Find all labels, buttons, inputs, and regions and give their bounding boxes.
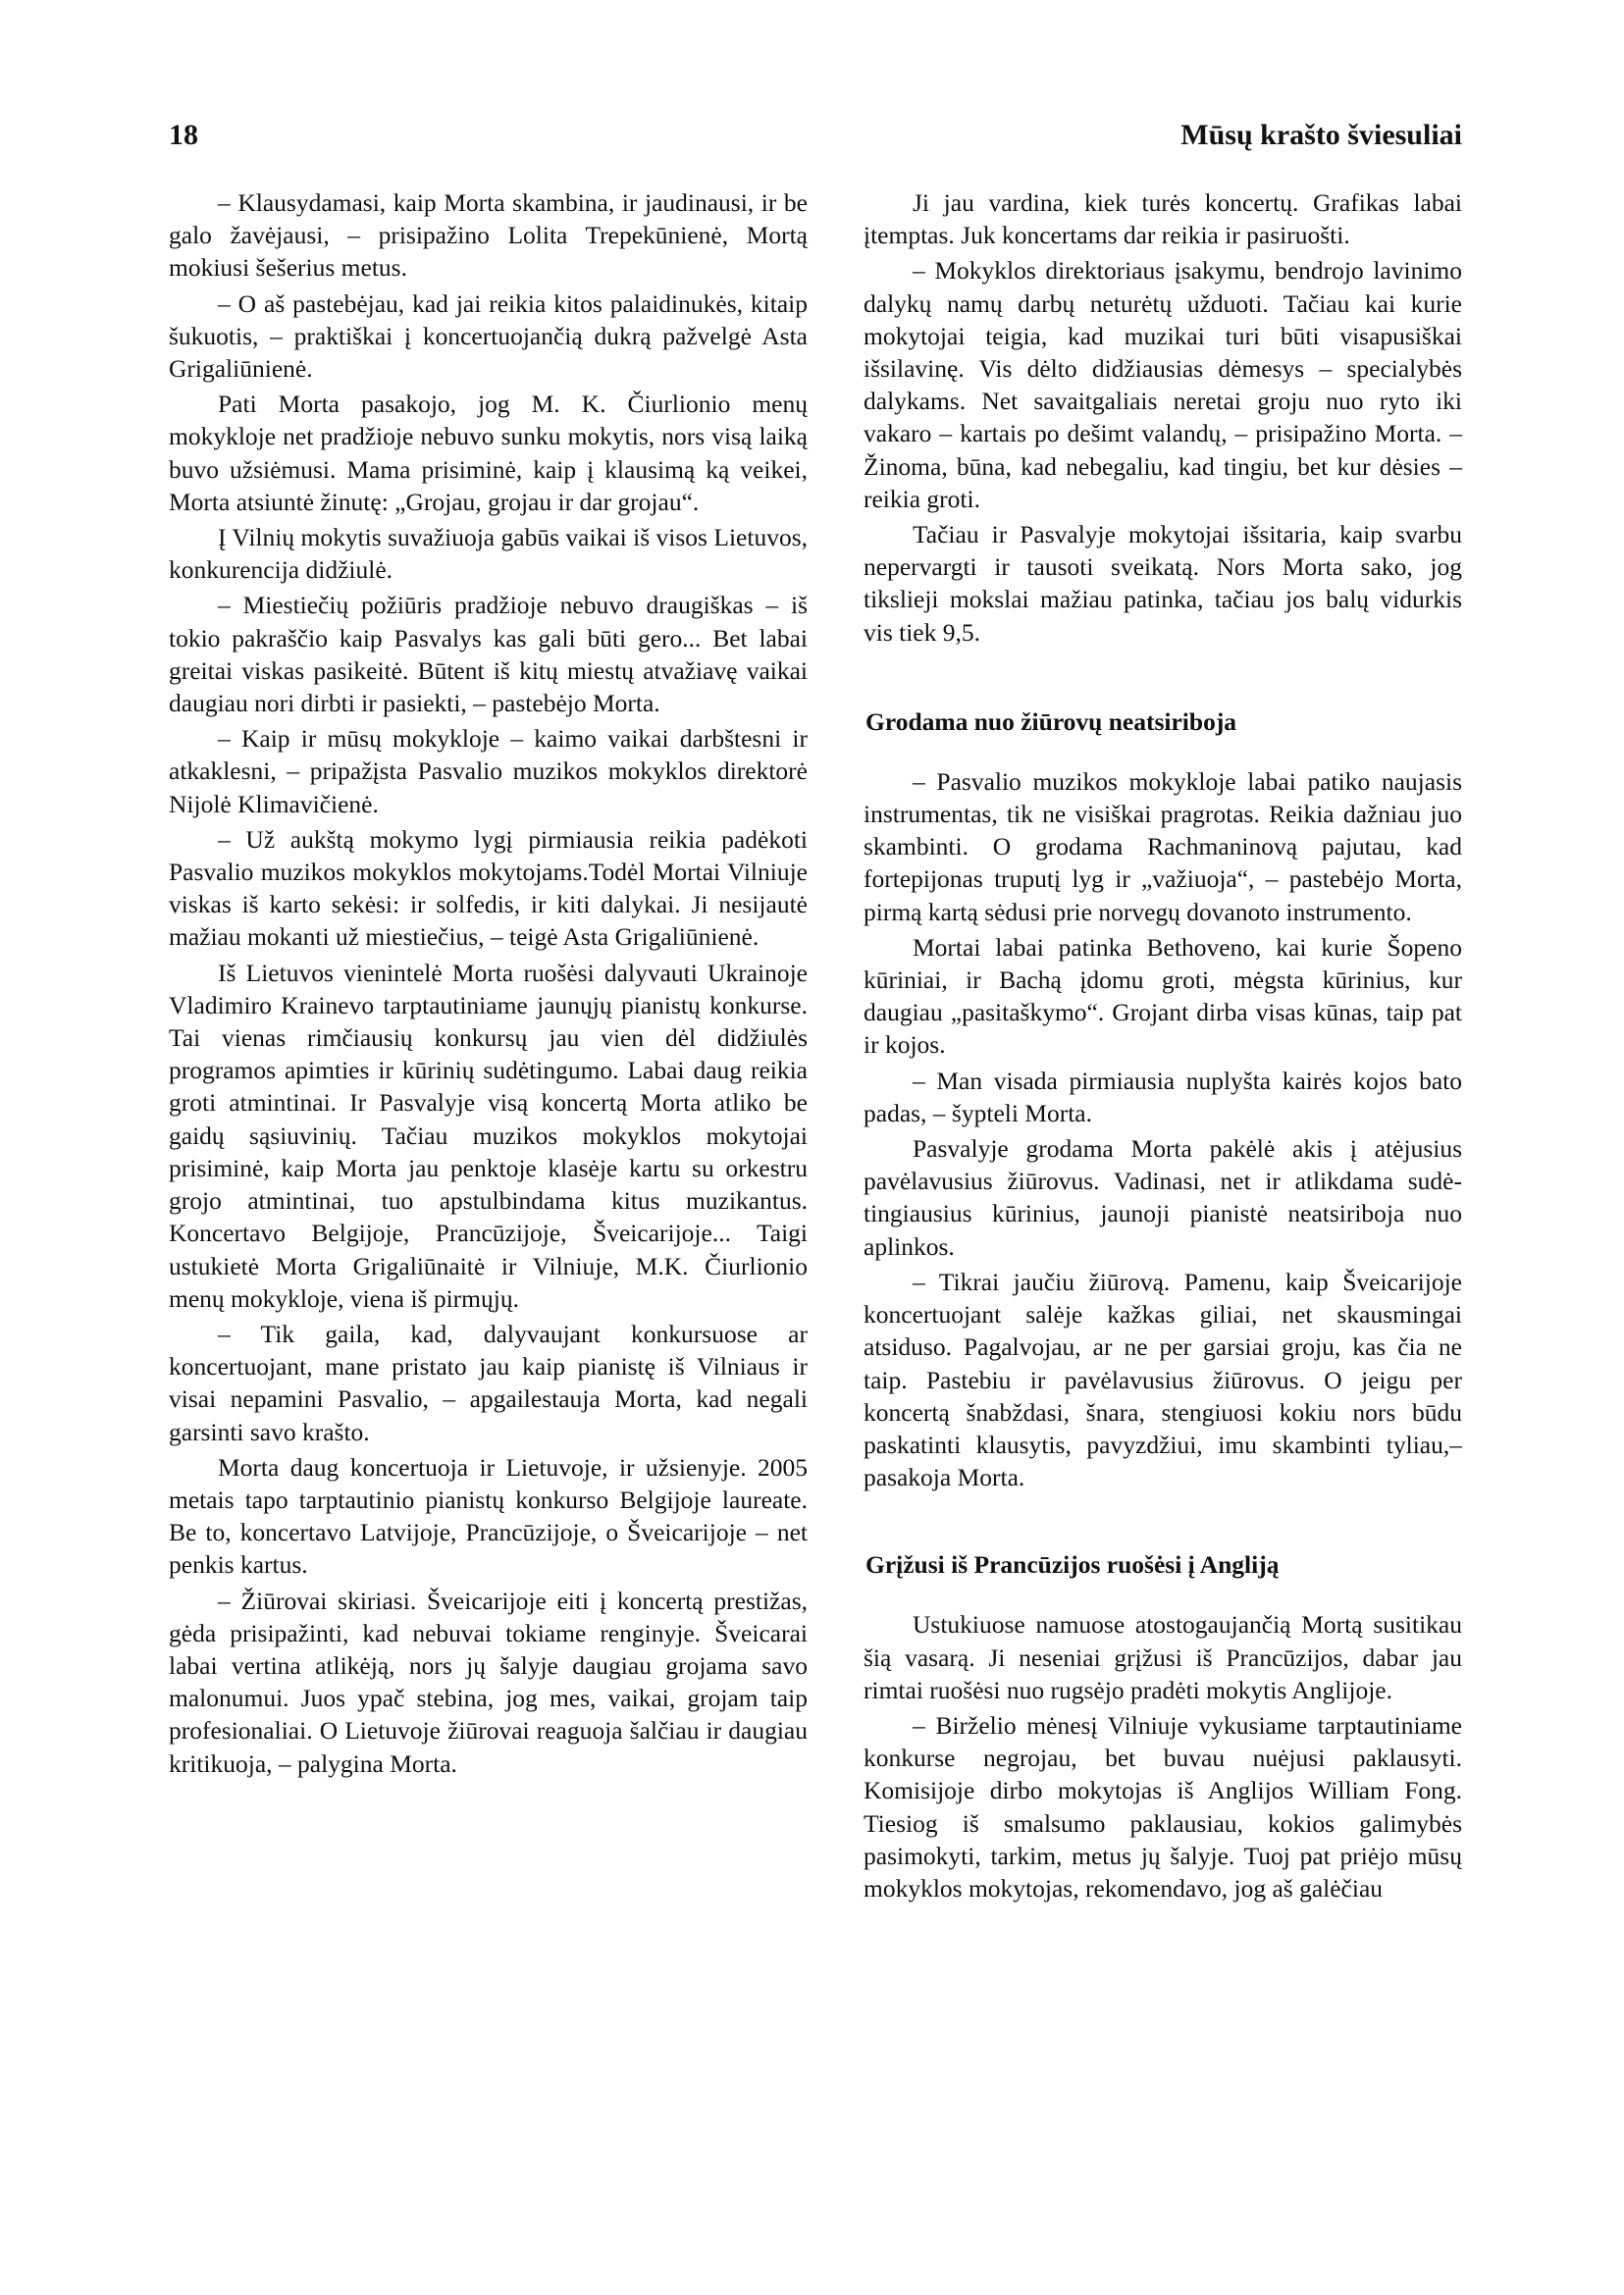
paragraph: – Man visada pirmiausia nuplyšta kairės kojos bato padas, – šypteli Morta.: [864, 1066, 1462, 1127]
page-number: 18: [169, 119, 198, 151]
paragraph: – Klausydamasi, kaip Morta skambina, ir jaudinausi, ir be galo žavėjausi, – prisipažino Lolita Trepekūnienė, Mortą mokiusi šešerius metus.: [169, 188, 808, 283]
paragraph: Pasvalyje grodama Morta pakėlė akis į atėjusius pavėlavusius žiūrovus. Vadinasi, net ir atlikdama sudėtingiausius kūrinius, jaunoji pianistė neatsiriboja nuo aplinkos.: [864, 1134, 1462, 1261]
paragraph: – Tik gaila, kad, dalyvaujant konkursuose ar koncertuojant, mane pristato jau kaip pianistę iš Vilniaus ir visai nepamini Pasvalio, – apgailestauja Morta, kad negali garsinti savo krašto.: [169, 1319, 808, 1446]
section-grizusi: [864, 1548, 1462, 1904]
running-title: Mūsų krašto šviesuliai: [1180, 119, 1462, 151]
paragraph: – Miestiečių požiūris pradžioje nebuvo draugiškas – iš tokio pakraščio kaip Pasvalys kas gali būti gero... Bet labai greitai viskas pasikeitė. Būtent iš kitų miestų atvažiavę vaikai daugiau nori dirbti ir pasiekti, – pastebėjo Morta.: [169, 591, 808, 718]
paragraph: Tačiau ir Pasvalyje mokytojai išsitaria, kaip svarbu nepervargti ir tausoti sveikatą. Nors Morta sako, jog tikslieji mokslai mažiau patinka, tačiau jos balų vidurkis vis tiek 9,5.: [864, 520, 1462, 647]
paragraph: Ji jau vardina, kiek turės koncertų. Grafikas labai įtemptas. Juk koncertams dar reikia ir pasiruošti.: [864, 188, 1462, 250]
paragraph: – Kaip ir mūsų mokykloje – kaimo vaikai darbštesni ir atkaklesni, – pripažįsta Pasvalio muzikos mokyklos direktorė Nijolė Klimavičienė.: [169, 724, 808, 818]
paragraph: Mortai labai patinka Bethoveno, kai kurie Šopeno kūriniai, ir Bachą įdomu groti, mėgsta kūrinius, kur daugiau „pasitaškymo“. Grojant dirba visas kūnas, taip pat ir kojos.: [864, 932, 1462, 1060]
paragraph: – Žiūrovai skiriasi. Šveicarijoje eiti į koncertą prestižas, gėda prisipažinti, kad nebuvai tokiame renginyje. Šveicarai labai vertina atlikėją, nors jų šalyje daugiau grojama savo malonumui. Juos ypač stebina, jog mes, vaikai, grojam taip profesionaliai. O Lietuvoje žiūrovai reaguoja šalčiau ir daugiau kritikuoja, – palygina Morta.: [169, 1586, 808, 1778]
paragraph: – Mokyklos direktoriaus įsakymu, bendrojo lavinimo dalykų namų darbų neturėtų užduoti. Tačiau kai kurie mokytojai teigia, kad muzikai turi būti visapusiškai išsilavinę. Vis dėlto didžiausias dėmesys – specialybės dalykams. Net savaitgaliais neretai groju nuo ryto iki vakaro – kartais po dešimt valandų, – prisipažino Morta. – Žinoma, būna, kad nebegaliu, kad tingiu, bet kur dėsies – reikia groti.: [864, 256, 1462, 513]
section-grodama: [864, 705, 1462, 1493]
left-column: [169, 186, 808, 1783]
paragraph: Pati Morta pasakojo, jog M. K. Čiurlionio menų mokykloje net pradžioje nebuvo sunku mokytis, nors visą laiką buvo užsiėmusi. Mama prisiminė, kaip į klausimą ką veikei, Morta atsiuntė žinutę: „Grojau, grojau ir dar grojau“.: [169, 390, 808, 516]
running-header: [169, 116, 1462, 155]
right-column: [864, 186, 1462, 1907]
paragraph: Ustukiuose namuose atostogaujančią Mortą susitikau šią vasarą. Ji neseniai grįžusi iš Prancūzijos, dabar jau rimtai ruošėsi nuo rugsėjo pradėti mokytis Anglijoje.: [864, 1610, 1462, 1704]
paragraph: Morta daug koncertuoja ir Lietuvoje, ir užsienyje. 2005 metais tapo tarptautinio pianistų konkurso Belgijoje laureate. Be to, koncertavo Latvijoje, Prancūzijoje, o Šveicarijoje – net penkis kartus.: [169, 1452, 808, 1580]
paragraph: Iš Lietuvos vienintelė Morta ruošėsi dalyvauti Ukrainoje Vladimiro Krainevo tarptautiniame jaunųjų pianistų konkurse. Tai vienas rimčiausių konkursų jau vien dėl didžiulės programos apimties ir kūrinių sudėtingumo. Labai daug reikia groti atmintinai. Ir Pasvalyje visą koncertą Morta atliko be gaidų sąsiuvinių. Tačiau muzikos mokyklos mokytojai prisiminė, kaip Morta jau penktoje klasėje kartu su orkestru grojo atmintinai, tuo apstulbindama kitus muzikantus. Koncertavo Belgijoje, Prancūzijoje, Šveicarijoje... Taigi ustukietė Morta Grigaliūnaitė ir Vilniuje, M.K. Čiurlionio menų mokykloje, viena iš pirmųjų.: [169, 958, 808, 1313]
section-heading: Grįžusi iš Prancūzijos ruošėsi į Angliją: [865, 1550, 1280, 1580]
section-heading: Grodama nuo žiūrovų neatsiriboja: [865, 706, 1237, 736]
paragraph: – Pasvalio muzikos mokykloje labai patiko naujasis instrumentas, tik ne visiškai pragrotas. Reikia dažniau juo skambinti. O grodama Rachmaninovą pajutau, kad fortepijonas truputį lyg ir „važiuoja“, – pastebėjo Morta, pirmą kartą sėdusi prie norvegų dovanoto instrumento.: [864, 766, 1462, 926]
paragraph: – O aš pastebėjau, kad jai reikia kitos palaidinukės, kitaip šukuotis, – praktiškai į koncertuojančią dukrą pažvelgė Asta Grigaliūnienė.: [169, 288, 808, 384]
paragraph: – Už aukštą mokymo lygį pirmiausia reikia padėkoti Pasvalio muzikos mokyklos mokytojams.Todėl Mortai Vilniuje viskas iš karto sekėsi: ir solfedis, ir kiti dalykai. Ji nesijautė mažiau mokanti už miestiečius, – teigė Asta Grigaliūnienė.: [169, 824, 808, 952]
paragraph: – Tikrai jaučiu žiūrovą. Pamenu, kaip Šveicarijoje koncertuojant salėje kažkas giliai, net skausmingai atsiduso. Pagalvojau, ar ne per garsiai groju, kas čia ne taip. Pastebiu ir pavėlavusius žiūrovus. O jeigu per koncertą šnabždasi, šnara, stengiuosi kokiu nors būdu paskatinti klausytis, pavyzdžiui, imu skambinti tyliau,– pasakoja Morta.: [864, 1267, 1462, 1492]
paragraph: Į Vilnių mokytis suvažiuoja gabūs vaikai iš visos Lietuvos, konkurencija didžiulė.: [169, 523, 808, 585]
paragraph: – Birželio mėnesį Vilniuje vykusiame tarptautiniame konkurse negrojau, bet buvau nuėjusi paklausyti. Komisijoje dirbo mokytojas iš Anglijos William Fong. Tiesiog iš smalsumo paklausiau, kokios galimybės pasimokyti, tarkim, metus jų šalyje. Tuoj pat priėjo mūsų mokyklos mokytojas, rekomendavo, jog aš galėčiau: [864, 1710, 1462, 1903]
